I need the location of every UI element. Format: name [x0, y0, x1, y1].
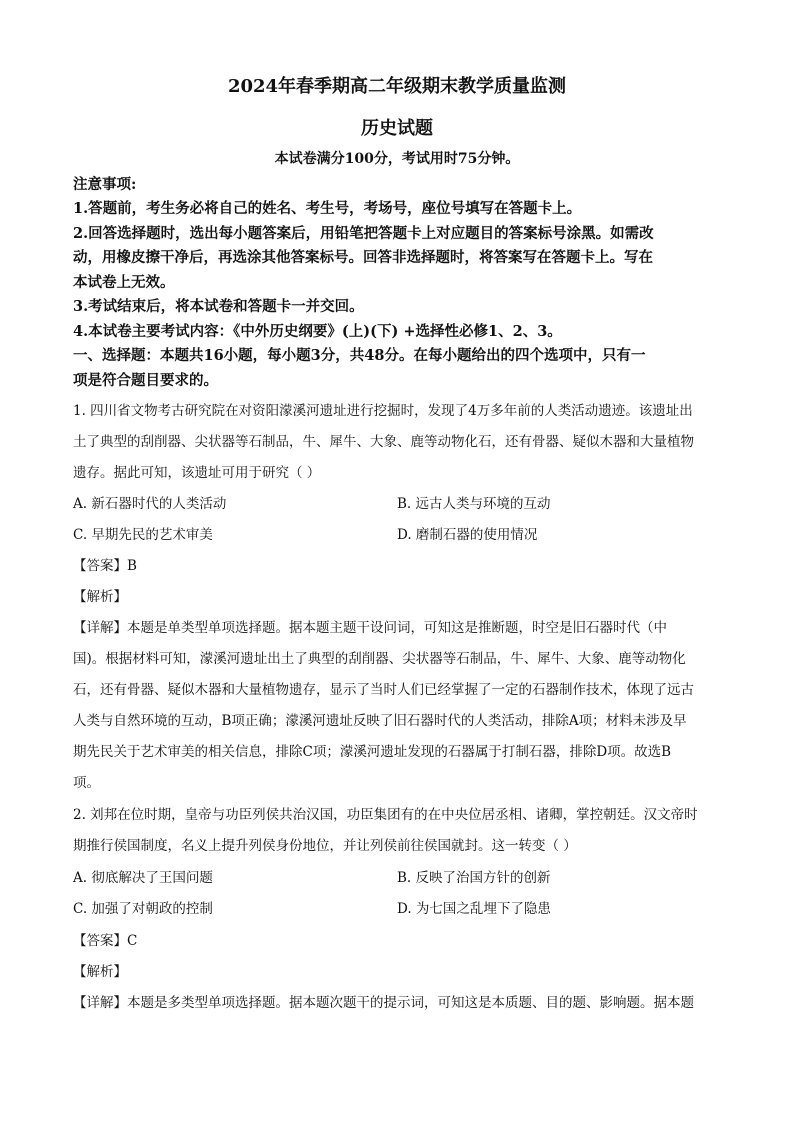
notes-heading: 注意事项:: [73, 176, 137, 193]
notes-line: 3.考试结束后，将本试卷和答题卡一并交回。: [73, 298, 364, 315]
q2-analysis-label: 【解析】: [73, 964, 127, 980]
notes-line: 2.回答选择题时，选出每小题答案后，用铅笔把答题卡上对应题目的答案标号涂黑。如需改: [73, 225, 654, 242]
q2-option-d: D. 为七国之乱埋下了隐患: [397, 901, 551, 917]
section-heading: 项是符合题目要求的。: [73, 372, 218, 389]
q1-detail: 【详解】本题是单类型单项选择题。据本题主题干设问词，可知这是推断题，时空是旧石器时代（中: [73, 620, 667, 636]
score-info: 本试卷满分100分，考试用时75分钟。: [274, 151, 520, 167]
subject-title: 历史试题: [361, 118, 433, 139]
q1-option-b: B. 远古人类与环境的互动: [397, 496, 551, 512]
q1-stem: 遗存。据此可知，该遗址可用于研究（ ）: [73, 465, 321, 481]
q2-answer: 【答案】C: [73, 933, 138, 949]
q1-answer: 【答案】B: [73, 558, 137, 574]
q1-stem: 1. 四川省文物考古研究院在对资阳濛溪河遗址进行挖掘时，发现了4万多年前的人类活动遗迹。该遗址出: [73, 403, 693, 419]
notes-line: 动，用橡皮擦干净后，再选涂其他答案标号。回答非选择题时，将答案写在答题卡上。写在: [73, 249, 653, 266]
q2-option-a: A. 彻底解决了王国问题: [73, 870, 213, 886]
q1-detail: 人类与自然环境的互动，B项正确；濛溪河遗址反映了旧石器时代的人类活动，排除A项；材料未涉及早: [73, 713, 687, 729]
notes-line: 本试卷上无效。: [73, 274, 175, 291]
q2-stem: 期推行侯国制度，名义上提升列侯身份地位，并让列侯前往侯国就封。这一转变（ ）: [73, 838, 577, 854]
notes-line: 4.本试卷主要考试内容：《中外历史纲要》(上)(下) +选择性必修1、2、3。: [73, 323, 562, 340]
q2-option-b: B. 反映了治国方针的创新: [397, 870, 551, 886]
q1-detail: 国)。根据材料可知，濛溪河遗址出土了典型的刮削器、尖状器等石制品，牛、犀牛、大象、鹿等动物化: [73, 651, 686, 667]
q2-option-c: C. 加强了对朝政的控制: [73, 901, 213, 917]
q1-analysis-label: 【解析】: [73, 589, 127, 605]
q2-stem: 2. 刘邦在位时期，皇帝与功臣列侯共治汉国，功臣集团有的在中央位居丞相、诸卿，掌控朝廷。汉文帝时: [73, 807, 698, 823]
notes-line: 1.答题前，考生务必将自己的姓名、考生号，考场号，座位号填写在答题卡上。: [73, 200, 582, 217]
exam-title: 2024年春季期高二年级期末教学质量监测: [227, 76, 567, 97]
section-heading: 一、选择题：本题共16小题，每小题3分，共48分。在每小题给出的四个选项中，只有一: [73, 347, 646, 364]
q1-stem: 土了典型的刮削器、尖状器等石制品，牛、犀牛、大象、鹿等动物化石，还有骨器、疑似木器和大量植物: [73, 434, 694, 450]
q1-option-a: A. 新石器时代的人类活动: [73, 496, 227, 512]
q2-detail: 【详解】本题是多类型单项选择题。据本题次题干的提示词，可知这是本质题、目的题、影响题。据本题: [73, 995, 694, 1011]
q1-detail: 期先民关于艺术审美的相关信息，排除C项；濛溪河遗址发现的石器属于打制石器，排除D项。故选B: [73, 744, 672, 760]
q1-option-d: D. 磨制石器的使用情况: [397, 527, 538, 543]
q1-detail: 石，还有骨器、疑似木器和大量植物遗存，显示了当时人们已经掌握了一定的石器制作技术，体现了远古: [73, 682, 694, 698]
q1-detail: 项。: [73, 775, 100, 791]
q1-option-c: C. 早期先民的艺术审美: [73, 527, 213, 543]
